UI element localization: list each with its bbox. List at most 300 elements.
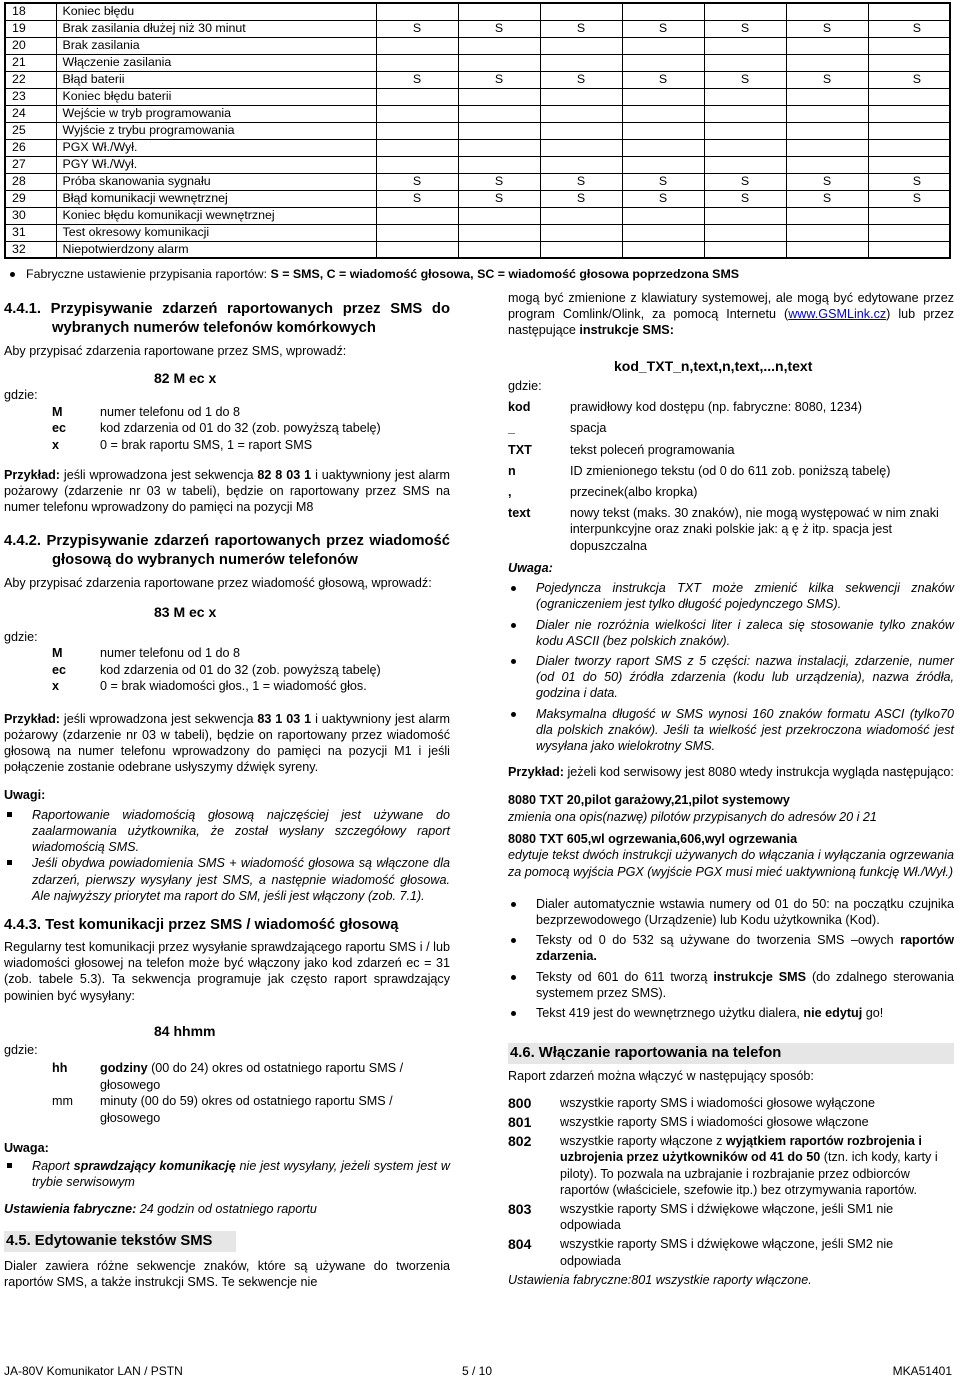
uwagi-label: Uwagi:	[4, 788, 46, 803]
definition-value	[100, 678, 450, 694]
paragraph: Dialer zawiera różne sekwencje znaków, które są używane do tworzenia raportów SMS, a także instrukcji SMS. Te sekwencje nie	[4, 1259, 450, 1290]
report-code-description	[560, 1201, 954, 1233]
section-4-6-heading: 4.6. Włączanie raportowania na telefon	[508, 1043, 954, 1064]
event-number: 22	[5, 71, 56, 88]
event-name: Brak zasilania	[56, 37, 376, 54]
section-4-4-1-heading: 4.4.1. Przypisywanie zdarzeń raportowanych przez SMS do wybranych numerów telefonów komórkowych	[4, 301, 450, 336]
definition-text: 0 = brak wiadomości głos., 1 = wiadomość głos.	[100, 679, 367, 694]
definition-value	[100, 1060, 450, 1093]
report-type-cell	[868, 224, 950, 241]
definition-value	[100, 645, 450, 661]
report-type-cell: S	[786, 190, 868, 207]
report-type-cell: S	[458, 173, 540, 190]
report-type-cell	[540, 207, 622, 224]
report-type-cell	[622, 37, 704, 54]
event-number: 21	[5, 54, 56, 71]
report-type-cell: S	[540, 71, 622, 88]
event-name: Błąd komunikacji wewnętrznej	[56, 190, 376, 207]
definition-value	[100, 404, 450, 420]
definition-key: TXT	[508, 442, 532, 457]
table-row	[5, 3, 950, 20]
description-text: wszystkie raporty SMS i dźwiękowe włączone, jeśli SM2 nie odpowiada	[560, 1237, 894, 1268]
list-item: Dialer nie rozróżnia wielkości liter i zaleca się stosowanie tylko znaków kodu ASCII (bez polskich znaków).	[508, 617, 954, 649]
gdzie-label: gdzie:	[4, 388, 38, 403]
report-type-cell	[376, 156, 458, 173]
report-type-cell	[458, 241, 540, 258]
description-emphasis: wyjątkiem raportów rozbrojenia i uzbrojenia przez użytkowników od 41 do 50	[560, 1134, 922, 1165]
event-name: PGX Wł./Wył.	[56, 139, 376, 156]
event-name: Koniec błędu komunikacji wewnętrznej	[56, 207, 376, 224]
report-type-cell	[622, 156, 704, 173]
report-type-cell	[458, 224, 540, 241]
description-text: wszystkie raporty SMS i wiadomości głosowe włączone	[560, 1114, 869, 1129]
definition-value: prawidłowy kod dostępu (np. fabryczne: 8080, 1234)	[570, 400, 862, 415]
definition-value	[100, 420, 450, 436]
report-type-cell	[786, 105, 868, 122]
example-description: zmienia ona opis(nazwę) pilotów przypisanych do adresów 20 i 21	[508, 809, 877, 824]
event-name: Włączenie zasilania	[56, 54, 376, 71]
report-code-description	[560, 1095, 954, 1111]
report-type-cell: S	[704, 173, 786, 190]
example-text: i uaktywniony jest alarm pożarowy (zdarzenie nr 03 w tabeli), będzie on raportowany przez SMS na numer telefonu wprowadzony do pamięci na pozycji M8	[4, 467, 451, 515]
event-name: Test okresowy komunikacji	[56, 224, 376, 241]
report-type-cell	[704, 54, 786, 71]
description-text: wszystkie raporty SMS i wiadomości głosowe wyłączone	[560, 1095, 875, 1110]
event-number: 29	[5, 190, 56, 207]
report-type-cell: S	[458, 20, 540, 37]
table-note-legend: S = SMS, C = wiadomość głosowa, SC = wiadomość głosowa poprzedzona SMS	[270, 267, 740, 281]
report-type-cell: S	[376, 190, 458, 207]
report-code-description	[560, 1133, 954, 1198]
list-item: Dialer tworzy raport SMS z 5 części: nazwa instalacji, zdarzenie, numer (od 01 do 50) źródła zdarzenia (kodu lub urządzenia), nazwa źródła, godzina i data.	[508, 653, 954, 702]
paragraph-text: mogą być zmienione z klawiatury systemowej, ale mogą być edytowane przez program Comlink/Olink, za pomocą Internetu (	[508, 291, 954, 322]
example-paragraph	[508, 764, 954, 780]
event-number: 23	[5, 88, 56, 105]
report-code: 800	[508, 1094, 532, 1111]
table-row	[5, 54, 950, 71]
example-code: 8080 TXT 605,wl ogrzewania,606,wyl ogrzewania	[508, 831, 798, 846]
report-type-cell	[868, 139, 950, 156]
list-item-text: Teksty od 601 do 611 tworzą	[536, 969, 714, 984]
report-type-cell	[622, 54, 704, 71]
list-item-emphasis: instrukcje SMS	[713, 969, 807, 984]
definition-key: _	[508, 421, 516, 436]
report-type-cell	[786, 88, 868, 105]
right-column	[508, 290, 954, 1288]
example-paragraph	[4, 467, 450, 516]
footer-doc-code: MKA51401	[892, 1364, 952, 1377]
report-type-cell	[786, 3, 868, 20]
example-text: jeśli wprowadzona jest sekwencja	[60, 711, 258, 726]
report-type-cell: S	[540, 190, 622, 207]
table-row	[5, 224, 950, 241]
table-row	[5, 139, 950, 156]
table-row	[5, 88, 950, 105]
report-type-cell	[868, 88, 950, 105]
event-number: 28	[5, 173, 56, 190]
example-text: jeśli wprowadzona jest sekwencja	[60, 467, 258, 482]
report-type-cell	[376, 139, 458, 156]
section-4-5-heading: 4.5. Edytowanie tekstów SMS	[4, 1231, 236, 1252]
report-type-cell	[622, 122, 704, 139]
definition-key: x	[52, 679, 60, 694]
report-type-cell	[704, 3, 786, 20]
paragraph: Raport zdarzeń można włączyć w następujący sposób:	[508, 1069, 814, 1084]
report-type-cell: S	[704, 71, 786, 88]
code-sequence: 82 M ec x	[154, 370, 217, 387]
report-type-cell	[704, 156, 786, 173]
definition-text: (00 do 24) okres od ostatniego raportu SMS / głosowego	[100, 1061, 404, 1092]
table-row	[5, 156, 950, 173]
example-text: jeżeli kod serwisowy jest 8080 wtedy instrukcja wygląda następująco:	[564, 765, 954, 780]
list-item	[508, 1005, 954, 1021]
gdzie-label: gdzie:	[508, 378, 542, 393]
definition-value	[100, 1093, 450, 1126]
report-type-cell	[704, 122, 786, 139]
report-type-cell: S	[868, 190, 950, 207]
report-type-cell	[540, 139, 622, 156]
code-sequence: kod_TXT_n,text,n,text,...n,text	[614, 357, 813, 374]
definition-list	[508, 399, 954, 554]
paragraph: Aby przypisać zdarzenia raportowane przez wiadomość głosową, wprowadź:	[4, 575, 432, 590]
definition-row	[508, 442, 954, 458]
report-type-cell	[376, 37, 458, 54]
report-type-cell: S	[786, 20, 868, 37]
definition-text: kod zdarzenia od 01 do 32 (zob. powyższą tabelę)	[100, 421, 381, 436]
report-code-row	[508, 1201, 954, 1233]
table-row	[5, 173, 950, 190]
uwaga-label: Uwaga:	[4, 1140, 49, 1155]
report-type-cell	[704, 139, 786, 156]
note-text: nie jest wysyłany, jeżeli system jest w trybie serwisowym	[32, 1159, 450, 1190]
report-type-cell	[622, 105, 704, 122]
example-code: 8080 TXT 20,pilot garażowy,21,pilot systemowy	[508, 793, 790, 808]
definition-key: ,	[508, 484, 512, 499]
definition-value: tekst poleceń programowania	[570, 442, 735, 457]
event-name: Wyjście z trybu programowania	[56, 122, 376, 139]
report-type-cell	[622, 224, 704, 241]
definition-value: przecinek(albo kropka)	[570, 484, 698, 499]
definition-list	[52, 645, 450, 694]
report-type-cell	[540, 224, 622, 241]
report-type-cell	[622, 3, 704, 20]
report-code: 801	[508, 1113, 532, 1130]
definition-row	[508, 420, 954, 436]
list-item-emphasis: raportów zdarzenia.	[536, 933, 954, 964]
list-item: Pojedyncza instrukcja TXT może zmienić kilka sekwencji znaków (ograniczeniem jest tylko długość pojedynczego SMS).	[508, 580, 954, 612]
report-type-cell	[376, 3, 458, 20]
report-type-cell	[458, 88, 540, 105]
factory-settings	[4, 1201, 450, 1217]
definition-key: text	[508, 506, 531, 521]
list-item-text: Teksty od 0 do 532 są używane do tworzenia SMS –owych	[536, 933, 901, 948]
report-type-cell: S	[376, 71, 458, 88]
gdzie-label: gdzie:	[4, 1042, 38, 1057]
report-type-cell	[540, 54, 622, 71]
event-number: 19	[5, 20, 56, 37]
report-type-cell	[622, 241, 704, 258]
list-item-text: (do zdalnego sterowania systemem przez SMS).	[536, 969, 954, 1000]
list-item: Maksymalna długość w SMS wynosi 160 znaków formatu ASCI (tylko70 dla polskich znaków). Jeśli ta wielkość jest przekroczona wiadomość jest wysyłana jako wielokrotny SMS.	[508, 706, 954, 755]
report-type-cell: S	[622, 20, 704, 37]
example-code: 82 8 03 1	[257, 467, 312, 482]
event-number: 31	[5, 224, 56, 241]
list-item-text: Tekst 419 jest do wewnętrznego użytku dialera,	[536, 1005, 804, 1020]
example-label: Przykład:	[4, 467, 60, 482]
report-code: 802	[508, 1133, 532, 1150]
report-type-cell: S	[868, 20, 950, 37]
example-paragraph	[4, 711, 450, 776]
report-type-cell	[540, 156, 622, 173]
report-type-cell	[868, 3, 950, 20]
factory-settings-text: Ustawienia fabryczne:801 wszystkie raporty włączone.	[508, 1272, 812, 1287]
uwaga-label: Uwaga:	[508, 560, 553, 575]
table-row	[5, 105, 950, 122]
report-type-cell	[540, 88, 622, 105]
list-item: Jeśli obydwa powiadomienia SMS + wiadomość głosowa są włączone dla zdarzeń, pierwszy wysyłany jest SMS, a następnie wiadomość głosowa. Ale najwyższy priorytet ma raport do SM, jeśli jest włączony (zob. 7.1).	[4, 855, 450, 904]
note-emphasis: sprawdzający komunikację	[73, 1159, 236, 1174]
report-type-cell	[868, 54, 950, 71]
report-type-cell	[868, 105, 950, 122]
event-name: Błąd baterii	[56, 71, 376, 88]
section-4-4-3-heading: 4.4.3. Test komunikacji przez SMS / wiadomość głosową	[4, 916, 399, 933]
report-type-cell	[458, 37, 540, 54]
event-number: 25	[5, 122, 56, 139]
factory-settings	[508, 1272, 954, 1288]
factory-settings-value: 24 godzin od ostatniego raportu	[136, 1201, 317, 1216]
table-row	[5, 190, 950, 207]
event-name: Próba skanowania sygnału	[56, 173, 376, 190]
report-type-cell: S	[376, 20, 458, 37]
event-table	[4, 2, 951, 259]
report-type-cell	[376, 207, 458, 224]
report-type-cell	[786, 139, 868, 156]
code-sequence: 84 hhmm	[154, 1022, 216, 1039]
code-sequence: 83 M ec x	[154, 603, 217, 620]
report-code-description	[560, 1236, 954, 1268]
event-number: 18	[5, 3, 56, 20]
list-item-emphasis: nie edytuj	[803, 1005, 863, 1020]
description-text: wszystkie raporty SMS i dźwiękowe włączone, jeśli SM1 nie odpowiada	[560, 1201, 894, 1233]
list-item: Raportowanie wiadomością głosową najczęściej jest używane do zaalarmowania użytkownika, że został wysłany szczegółowy raport wiadomością SMS.	[4, 807, 450, 856]
report-code-row	[508, 1114, 954, 1130]
definition-row	[508, 399, 954, 415]
description-text: (tzn. ich kody, karty i piloty). To pozwala na uzbrajanie i rozbrajanie przez odbiorców raportów (właściciele, szefowie itp.) bez otrzymywania raportów.	[560, 1150, 938, 1197]
definition-value	[100, 437, 450, 453]
event-name: PGY Wł./Wył.	[56, 156, 376, 173]
example-label: Przykład:	[4, 711, 60, 726]
report-type-cell: S	[786, 173, 868, 190]
definition-list	[52, 1060, 450, 1126]
list-item	[508, 896, 954, 928]
table-row	[5, 20, 950, 37]
report-type-cell	[458, 156, 540, 173]
footer-page-number: 5 / 10	[462, 1364, 493, 1377]
report-code-row	[508, 1236, 954, 1268]
report-type-cell	[458, 3, 540, 20]
info-list	[508, 896, 954, 1021]
report-type-cell: S	[868, 173, 950, 190]
factory-settings-label: Ustawienia fabryczne:	[4, 1201, 137, 1216]
table-row	[5, 122, 950, 139]
definition-key: M	[52, 404, 63, 419]
report-type-cell	[786, 241, 868, 258]
paragraph-emphasis: instrukcje SMS:	[579, 323, 674, 338]
definition-key: x	[52, 437, 60, 452]
report-type-cell	[376, 105, 458, 122]
event-name: Niepotwierdzony alarm	[56, 241, 376, 258]
event-name: Wejście w tryb programowania	[56, 105, 376, 122]
report-codes-list	[508, 1095, 954, 1269]
event-number: 30	[5, 207, 56, 224]
report-type-cell	[540, 105, 622, 122]
bullet-icon	[10, 272, 15, 277]
definition-value: ID zmienionego tekstu (od 0 do 611 zob. poniższą tabelę)	[570, 463, 891, 478]
report-type-cell	[622, 207, 704, 224]
gdzie-label: gdzie:	[4, 629, 38, 644]
description-text: wszystkie raporty włączone z	[560, 1134, 726, 1149]
event-number: 26	[5, 139, 56, 156]
footer-title: JA-80V Komunikator LAN / PSTN	[4, 1364, 183, 1377]
event-name: Brak zasilania dłużej niż 30 minut	[56, 20, 376, 37]
report-type-cell	[868, 37, 950, 54]
gsmlink-link[interactable]: www.GSMLink.cz	[788, 307, 887, 322]
report-code: 803	[508, 1200, 532, 1217]
report-type-cell: S	[458, 190, 540, 207]
report-type-cell	[704, 241, 786, 258]
event-number: 27	[5, 156, 56, 173]
report-type-cell: S	[622, 173, 704, 190]
report-type-cell: S	[540, 173, 622, 190]
definition-key: ec	[52, 662, 67, 677]
list-item	[4, 1158, 450, 1190]
definition-key: M	[52, 646, 63, 661]
report-type-cell	[376, 122, 458, 139]
table-row	[5, 71, 950, 88]
event-number: 24	[5, 105, 56, 122]
report-type-cell	[376, 88, 458, 105]
report-type-cell	[622, 88, 704, 105]
event-name: Koniec błędu	[56, 3, 376, 20]
example-description: edytuje tekst dwóch instrukcji używanych do włączania i wyłączania ogrzewania za pomocą wyjścia PGX (wyjście PGX musi mieć uaktywnioną funkcję Wł./Wył.)	[508, 848, 954, 879]
definition-key: ec	[52, 421, 67, 436]
table-row	[5, 241, 950, 258]
note-text: Raport	[32, 1159, 74, 1174]
definition-row	[508, 505, 954, 554]
definition-value: nowy tekst (maks. 30 znaków), nie mogą występować w nim znaki interpunkcyjne oraz znaki polskie jak: ą ę ż itp. spacja jest dopuszczalna	[570, 506, 939, 553]
report-type-cell	[376, 224, 458, 241]
report-code-row	[508, 1095, 954, 1111]
report-type-cell	[458, 54, 540, 71]
definition-text: 0 = brak raportu SMS, 1 = raport SMS	[100, 437, 313, 452]
list-item-text: Dialer automatycznie wstawia numery od 01 do 50: na początku czujnika bezprzewodowego (Urządzenie) lub Kodu użytkownika (Kod).	[536, 896, 954, 927]
event-name: Koniec błędu baterii	[56, 88, 376, 105]
example-text: i uaktywniony jest alarm pożarowy (zdarzenie nr 03 w tabeli), będzie on raportowany przez wiadomość głosową na numer telefonu wprowadzony do pamięci na pozycji M1 i jeśli połączenie zostanie odebrane usłyszymy dźwięk syreny.	[4, 711, 451, 775]
report-type-cell	[868, 241, 950, 258]
report-type-cell: S	[786, 71, 868, 88]
report-type-cell: S	[704, 190, 786, 207]
example-code: 83 1 03 1	[257, 711, 312, 726]
report-type-cell	[868, 156, 950, 173]
list-item-text: go!	[862, 1005, 884, 1020]
report-type-cell	[786, 54, 868, 71]
report-type-cell: S	[376, 173, 458, 190]
definition-key: mm	[52, 1094, 73, 1109]
report-type-cell	[704, 88, 786, 105]
report-type-cell	[786, 224, 868, 241]
report-type-cell	[376, 54, 458, 71]
definition-value	[100, 662, 450, 678]
left-column	[4, 300, 450, 1291]
report-type-cell: S	[622, 190, 704, 207]
section-4-4-2-heading: 4.4.2. Przypisywanie zdarzeń raportowanych przez wiadomość głosową do wybranych numerów telefonów	[4, 532, 450, 568]
report-type-cell: S	[704, 20, 786, 37]
report-type-cell	[458, 122, 540, 139]
report-type-cell	[786, 122, 868, 139]
example-label: Przykład:	[508, 765, 564, 780]
definition-row	[508, 484, 954, 500]
definition-value: spacja	[570, 421, 607, 436]
list-item	[508, 969, 954, 1001]
report-type-cell	[704, 207, 786, 224]
definition-key: kod	[508, 400, 531, 415]
report-type-cell: S	[458, 71, 540, 88]
report-type-cell	[458, 139, 540, 156]
definition-text: minuty (00 do 59) okres od ostatniego raportu SMS / głosowego	[100, 1094, 393, 1125]
report-code: 804	[508, 1236, 532, 1253]
report-code-description	[560, 1114, 954, 1130]
table-row	[5, 37, 950, 54]
table-note-prefix: Fabryczne ustawienie przypisania raportów:	[26, 267, 271, 281]
table-note	[10, 266, 739, 282]
definition-list	[52, 404, 450, 453]
report-type-cell	[786, 37, 868, 54]
report-type-cell: S	[868, 71, 950, 88]
event-number: 32	[5, 241, 56, 258]
report-type-cell	[458, 105, 540, 122]
report-type-cell	[540, 241, 622, 258]
report-type-cell	[540, 122, 622, 139]
paragraph: Regularny test komunikacji przez wysyłanie sprawdzającego raportu SMS i / lub wiadomości głosowej na telefon może być włączony jako kod zdarzeń ec = 31 (zob. tabele 5.3). Ta sekwencja programuje jak często raport sprawdzający powinien być wysyłany:	[4, 939, 450, 1003]
report-type-cell	[376, 241, 458, 258]
uwaga-list	[508, 580, 954, 754]
definition-text: numer telefonu od 1 do 8	[100, 646, 241, 661]
report-type-cell	[540, 37, 622, 54]
table-row	[5, 207, 950, 224]
paragraph	[508, 290, 954, 339]
report-type-cell	[786, 156, 868, 173]
paragraph-text: ) lub przez następujące	[508, 307, 955, 338]
definition-emphasis: godziny	[100, 1061, 148, 1076]
report-type-cell	[704, 37, 786, 54]
event-number: 20	[5, 37, 56, 54]
definition-text: kod zdarzenia od 01 do 32 (zob. powyższą tabelę)	[100, 662, 381, 677]
report-type-cell	[704, 105, 786, 122]
definition-row	[508, 463, 954, 479]
report-type-cell	[458, 207, 540, 224]
report-type-cell	[868, 122, 950, 139]
report-type-cell	[540, 3, 622, 20]
uwaga-list	[4, 1158, 450, 1190]
report-type-cell	[622, 139, 704, 156]
report-type-cell: S	[540, 20, 622, 37]
list-item	[508, 932, 954, 964]
definition-key: hh	[52, 1061, 68, 1076]
report-type-cell: S	[622, 71, 704, 88]
paragraph: Aby przypisać zdarzenia raportowane przez SMS, wprowadź:	[4, 344, 347, 358]
report-type-cell	[704, 224, 786, 241]
report-type-cell	[786, 207, 868, 224]
